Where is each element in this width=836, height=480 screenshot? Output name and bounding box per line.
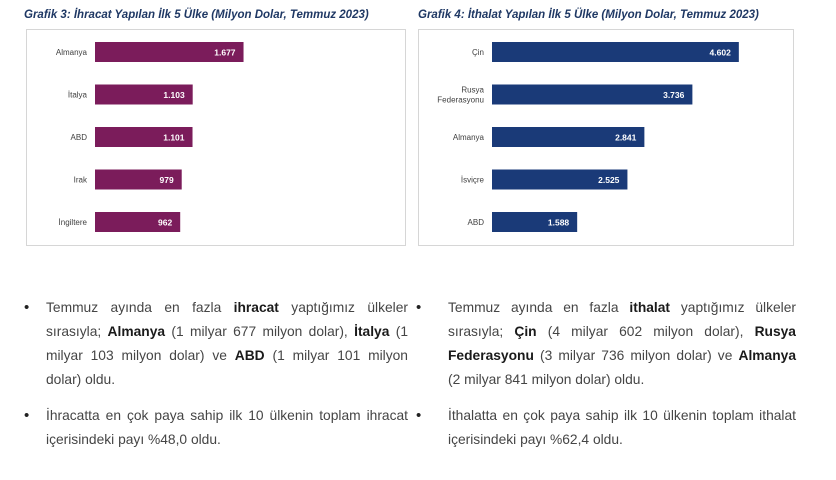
bar-value-label: 1.103 <box>163 90 185 100</box>
import-summary-list <box>416 296 796 452</box>
category-label: ABD <box>70 133 87 142</box>
bullet-text: İhracatta en çok paya sahip ilk 10 ülkenin toplam ihracat içerisindeki payı %48,0 oldu. <box>46 408 408 447</box>
import-chart-title: Grafik 4: İthalat Yapılan İlk 5 Ülke (Milyon Dolar, Temmuz 2023) <box>418 9 759 21</box>
category-label: Çin <box>471 48 484 57</box>
bullet-emphasis: Çin <box>514 324 537 339</box>
bullet-icon: • <box>416 299 422 316</box>
export-chart-title: Grafik 3: İhracat Yapılan İlk 5 Ülke (Milyon Dolar, Temmuz 2023) <box>24 9 369 21</box>
bullet-icon: • <box>24 299 30 316</box>
bullet-icon: • <box>24 407 30 424</box>
bullet-emphasis: Almanya <box>738 348 796 363</box>
summary-bullet <box>24 296 408 392</box>
bullet-text: (1 milyar 101 milyon dolar) oldu. <box>46 348 408 387</box>
bar-value-label: 3.736 <box>663 90 685 100</box>
bullet-text: yaptığımız ülkeler sırasıyla; <box>46 300 408 339</box>
bullet-emphasis: Rusya Federasyonu <box>448 324 796 363</box>
category-label: Irak <box>73 175 87 185</box>
category-label: Almanya <box>55 48 87 57</box>
bullet-text: yaptığımız ülkeler sırasıyla; <box>448 300 796 339</box>
summary-bullet <box>416 404 796 452</box>
bar-value-label: 2.841 <box>615 132 637 143</box>
category-label: İtalya <box>67 90 87 100</box>
bullet-emphasis: ithalat <box>629 300 671 315</box>
bullet-emphasis: ABD <box>234 348 265 363</box>
export-bar-chart <box>27 30 405 245</box>
bar-value-label: 979 <box>159 175 174 185</box>
import-bar-chart <box>419 30 793 245</box>
bullet-text: (2 milyar 841 milyon dolar) oldu. <box>448 372 645 387</box>
bullet-text: (1 milyar 103 milyon dolar) ve <box>46 324 408 363</box>
bar-value-label: 1.588 <box>547 217 570 228</box>
category-label: Federasyonu <box>437 95 484 105</box>
export-summary-list <box>24 296 408 452</box>
bullet-text: (1 milyar 677 milyon dolar), <box>165 324 355 339</box>
bar-value-label: 1.101 <box>163 132 185 143</box>
bullet-emphasis: ihracat <box>233 300 279 315</box>
bullet-emphasis: İtalya <box>354 324 390 339</box>
category-label: Almanya <box>452 133 484 142</box>
bar-value-label: 2.525 <box>598 175 620 185</box>
export-chart-panel <box>26 29 406 246</box>
bar-value-label: 4.602 <box>709 47 731 58</box>
category-label: ABD <box>467 218 484 227</box>
bullet-text: (4 milyar 602 milyon dolar), <box>536 324 755 339</box>
bar-value-label: 962 <box>158 217 173 228</box>
bullet-text: Temmuz ayında en fazla <box>448 300 630 315</box>
summary-bullet <box>24 404 408 452</box>
bar-value-label: 1.677 <box>214 47 236 58</box>
category-label: İngiltere <box>58 218 87 227</box>
category-label: İsviçre <box>460 175 484 185</box>
bullet-text: (3 milyar 736 milyon dolar) ve <box>533 348 739 363</box>
bullet-emphasis: Almanya <box>107 324 166 339</box>
summary-bullet <box>416 296 796 392</box>
bullet-text: Temmuz ayında en fazla <box>46 300 234 315</box>
bullet-icon: • <box>416 407 422 424</box>
bullet-text: İthalatta en çok paya sahip ilk 10 ülkenin toplam ithalat içerisindeki payı %62,4 oldu. <box>448 408 796 447</box>
category-label: Rusya <box>461 85 484 95</box>
import-chart-panel <box>418 29 794 246</box>
bar <box>492 42 739 62</box>
